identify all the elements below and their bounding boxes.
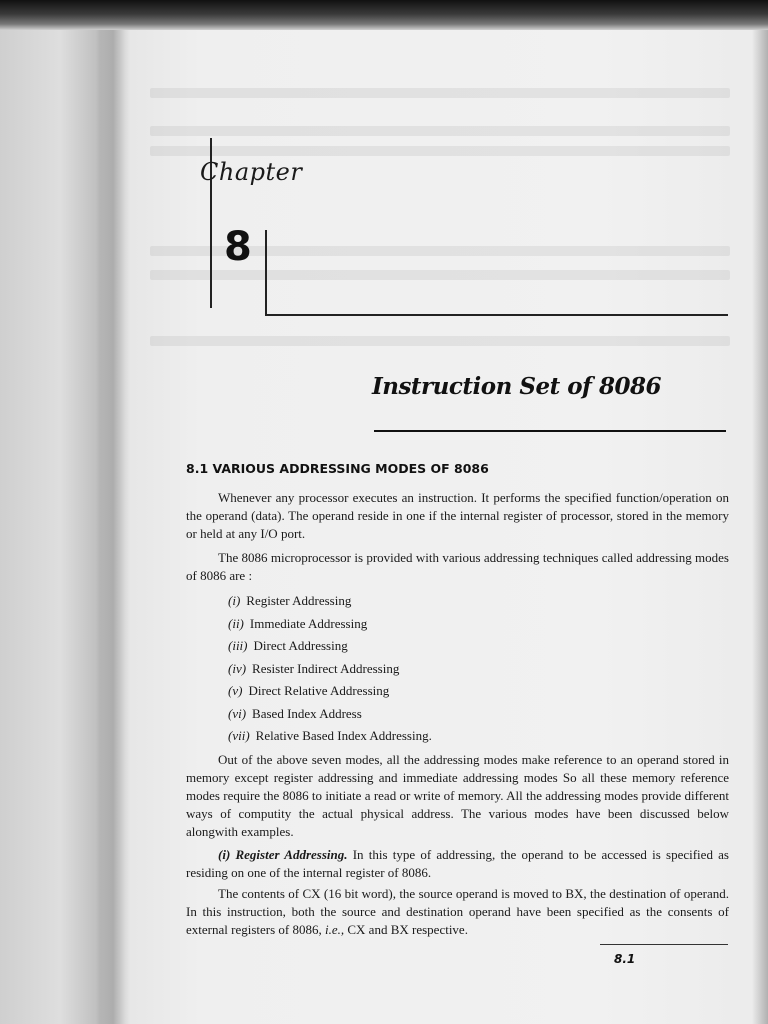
chapter-horizontal-rule bbox=[265, 314, 728, 316]
example-text-b: CX and BX respective. bbox=[344, 922, 468, 937]
bleed-through-line bbox=[150, 146, 730, 156]
list-item bbox=[228, 703, 432, 726]
example-text-a: The contents of CX (16 bit word), the source operand is moved to BX, the destination of operand. In this instruction, both the source and destination operand have been specified as the consents of external registers of 8086, bbox=[186, 886, 729, 937]
list-item-number: (iv) bbox=[228, 660, 247, 676]
list-item-label: Based Index Address bbox=[252, 705, 362, 721]
register-addressing-text: In this type of addressing, the operand to be accessed is specified as residing on one of the internal register of 8086. bbox=[186, 847, 729, 880]
chapter-label: Chapter bbox=[200, 158, 303, 186]
list-item bbox=[228, 725, 432, 748]
bleed-through-line bbox=[150, 126, 730, 136]
list-item bbox=[228, 658, 432, 681]
paragraph-modes-intro: The 8086 microprocessor is provided with various addressing techniques called addressing modes of 8086 are : bbox=[186, 550, 729, 583]
list-item-label: Direct Addressing bbox=[253, 638, 348, 653]
bleed-through-line bbox=[150, 336, 730, 346]
chapter-title: Instruction Set of 8086 bbox=[372, 373, 661, 400]
paragraph-intro: Whenever any processor executes an instruction. It performs the specified function/operation on the operand (data). The operand reside in one if the internal register of processor, stored in the memory or held at any I/O port. bbox=[186, 490, 729, 541]
list-item-label: Immediate Addressing bbox=[249, 615, 368, 631]
list-item-number: (iii) bbox=[228, 638, 248, 653]
list-item-label: Relative Based Index Addressing. bbox=[255, 728, 432, 743]
list-item bbox=[228, 635, 432, 658]
chapter-vertical-rule-inner bbox=[265, 230, 267, 316]
paragraph-modes-overview: Out of the above seven modes, all the addressing modes make reference to an operand stored in memory except register addressing and immediate addressing modes So all these memory reference modes require the 8086 to initiate a read or write of memory. All the addressing modes provide different ways of computity the actual physical address. The various modes have been discussed below alongwith examples. bbox=[186, 752, 729, 839]
scan-top-shadow bbox=[0, 0, 768, 30]
paragraph-register-addressing bbox=[186, 846, 729, 882]
book-spine-shadow bbox=[96, 30, 130, 1024]
page-number: 8.1 bbox=[614, 952, 636, 966]
paragraph-cx-bx-example bbox=[186, 885, 729, 939]
list-item-number: (ii) bbox=[228, 615, 244, 631]
footer-rule bbox=[600, 944, 728, 945]
bleed-through-line bbox=[150, 270, 730, 280]
list-item bbox=[228, 613, 432, 636]
section-heading: 8.1 VARIOUS ADDRESSING MODES OF 8086 bbox=[186, 461, 489, 476]
list-item-label: Resister Indirect Addressing bbox=[252, 660, 400, 676]
bleed-through-line bbox=[150, 88, 730, 98]
title-underline-rule bbox=[374, 430, 726, 432]
list-item-label: Direct Relative Addressing bbox=[248, 683, 390, 698]
list-item-label: Register Addressing bbox=[246, 593, 352, 608]
addressing-modes-list bbox=[228, 590, 432, 748]
list-item-number: (vii) bbox=[228, 728, 250, 743]
list-item-number: (vi) bbox=[228, 705, 247, 721]
register-addressing-lead: (i) Register Addressing. bbox=[218, 847, 348, 862]
list-item-number: (i) bbox=[228, 593, 241, 608]
list-item-number: (v) bbox=[228, 683, 243, 698]
list-item bbox=[228, 590, 432, 613]
example-text-ie: i.e., bbox=[324, 922, 345, 937]
list-item bbox=[228, 680, 432, 703]
page-edge-shadow bbox=[752, 30, 768, 1024]
chapter-number: 8 bbox=[224, 224, 252, 270]
